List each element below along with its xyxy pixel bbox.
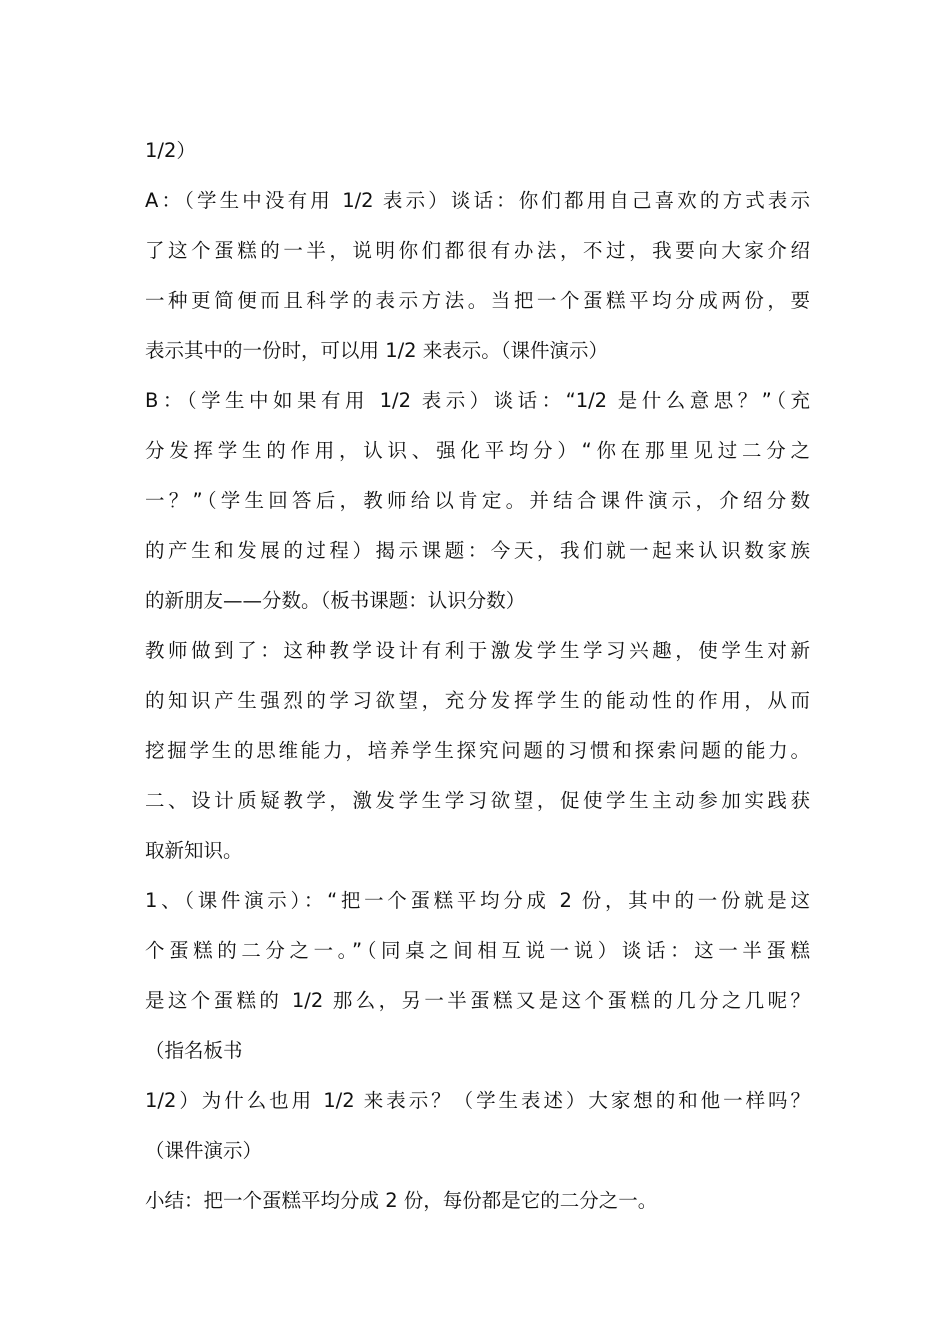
text-line: 表示其中的一份时，可以用 1/2 来表示。（课件演示）	[145, 339, 609, 362]
text-line: 挖掘学生的思维能力，培养学生探究问题的习惯和探索问题的能力。	[145, 739, 810, 762]
text-line: 1/2）	[145, 139, 196, 162]
text-line: 个蛋糕的二分之一。”（同桌之间相互说一说）谈话：这一半蛋糕	[145, 939, 810, 962]
text-line: 是这个蛋糕的 1/2 那么，另一半蛋糕又是这个蛋糕的几分之几呢？	[145, 989, 810, 1012]
text-line: A：（学生中没有用 1/2 表示）谈话：你们都用自己喜欢的方式表示	[145, 189, 810, 212]
text-line: （课件演示）	[145, 1139, 263, 1162]
text-line: 教师做到了：这种教学设计有利于激发学生学习兴趣，使学生对新	[145, 639, 810, 662]
text-line: 二、设计质疑教学，激发学生学习欲望，促使学生主动参加实践获	[145, 789, 810, 812]
text-line: 小结：把一个蛋糕平均分成 2 份，每份都是它的二分之一。	[145, 1189, 658, 1212]
text-line: 分发挥学生的作用，认识、强化平均分）“你在那里见过二分之	[145, 439, 810, 462]
text-line: 1、（课件演示）：“把一个蛋糕平均分成 2 份，其中的一份就是这	[145, 889, 810, 912]
text-line: 一？”（学生回答后，教师给以肯定。并结合课件演示，介绍分数	[145, 489, 810, 512]
text-line: 一种更简便而且科学的表示方法。当把一个蛋糕平均分成两份，要	[145, 289, 810, 312]
text-line: 了这个蛋糕的一半，说明你们都很有办法，不过，我要向大家介绍	[145, 239, 810, 262]
text-line: 的知识产生强烈的学习欲望，充分发挥学生的能动性的作用，从而	[145, 689, 810, 712]
text-line: 的产生和发展的过程）揭示课题：今天，我们就一起来认识数家族	[145, 539, 810, 562]
text-line: 1/2）为什么也用 1/2 来表示？（学生表述）大家想的和他一样吗？	[145, 1089, 810, 1112]
text-line: B：（学生中如果有用 1/2 表示）谈话：“1/2 是什么意思？”（充	[145, 389, 810, 412]
document-page	[145, 126, 810, 1226]
text-line: （指名板书	[145, 1039, 243, 1062]
text-line: 的新朋友——分数。（板书课题：认识分数）	[145, 589, 526, 612]
text-line: 取新知识。	[145, 839, 243, 862]
